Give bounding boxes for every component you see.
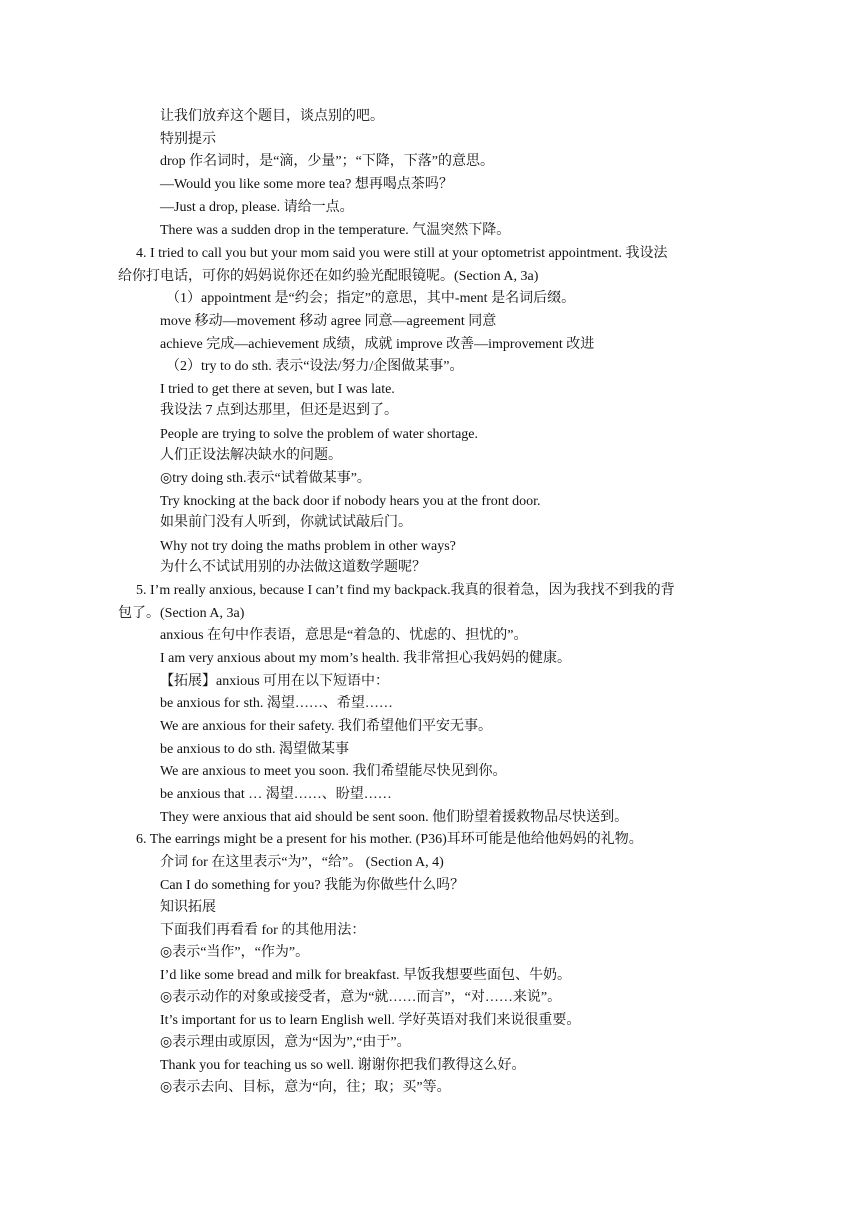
numbered-item: 5. I’m really anxious, because I can’t find my backpack.我真的很着急，因为我找不到我的背 [136, 583, 675, 598]
example-line: Try knocking at the back door if nobody hears you at the front door. [160, 494, 541, 509]
sub-item: （2）try to do sth. 表示“设法/努力/企图做某事”。 [166, 359, 464, 374]
example-line: —Just a drop, please. 请给一点。 [160, 200, 354, 215]
example-line: 为什么不试试用别的办法做这道数学题呢？ [160, 560, 426, 575]
example-line: I tried to get there at seven, but I was late. [160, 382, 395, 397]
section-heading: 【拓展】anxious 可用在以下短语中： [160, 674, 390, 689]
section-heading: 特别提示 [160, 132, 216, 147]
text-line: 下面我们再看看 for 的其他用法： [160, 923, 366, 938]
example-line: Why not try doing the maths problem in other ways? [160, 539, 456, 554]
example-line: People are trying to solve the problem of water shortage. [160, 427, 479, 442]
example-line: There was a sudden drop in the temperature. 气温突然下降。 [160, 223, 511, 238]
example-line: —Would you like some more tea? 想再喝点茶吗？ [160, 177, 453, 192]
example-line: We are anxious for their safety. 我们希望他们平安无事。 [160, 719, 492, 734]
numbered-item-continuation: 给你打电话，可你的妈妈说你还在如约验光配眼镜呢。(Section A, 3a) [118, 269, 539, 284]
text-line: move 移动—movement 移动 agree 同意—agreement 同意 [160, 314, 497, 329]
bullet-line: ◎表示“当作”，“作为”。 [160, 945, 310, 960]
bullet-line: ◎表示去向、目标，意为“向，往；取；买”等。 [160, 1080, 451, 1095]
example-line: I am very anxious about my mom’s health. 我非常担心我妈妈的健康。 [160, 651, 572, 666]
example-line: They were anxious that aid should be sent soon. 他们盼望着援救物品尽快送到。 [160, 810, 629, 825]
bullet-line: ◎try doing sth.表示“试着做某事”。 [160, 471, 371, 486]
text-line: 让我们放弃这个题目，谈点别的吧。 [160, 109, 384, 124]
numbered-item: 6. The earrings might be a present for his mother. (P36)耳环可能是他给他妈妈的礼物。 [136, 832, 643, 847]
bullet-line: ◎表示动作的对象或接受者，意为“就……而言”，“对……来说”。 [160, 990, 562, 1005]
sub-item: （1）appointment 是“约会；指定”的意思，其中-ment 是名词后缀。 [166, 291, 576, 306]
text-line: be anxious for sth. 渴望……、希望…… [160, 696, 393, 711]
text-line: drop 作名词时，是“滴，少量”；“下降，下落”的意思。 [160, 154, 495, 169]
example-line: Thank you for teaching us so well. 谢谢你把我们教得这么好。 [160, 1058, 526, 1073]
example-line: It’s important for us to learn English well. 学好英语对我们来说很重要。 [160, 1013, 581, 1028]
text-line: be anxious that … 渴望……、盼望…… [160, 787, 392, 802]
numbered-item-continuation: 包了。(Section A, 3a) [118, 606, 245, 621]
bullet-line: ◎表示理由或原因，意为“因为”,“由于”。 [160, 1035, 411, 1050]
text-line: anxious 在句中作表语，意思是“着急的、忧虑的、担忧的”。 [160, 628, 528, 643]
example-line: 如果前门没有人听到，你就试试敲后门。 [160, 515, 412, 530]
example-line: We are anxious to meet you soon. 我们希望能尽快见到你。 [160, 764, 507, 779]
text-line: achieve 完成—achievement 成绩，成就 improve 改善—improvement 改进 [160, 337, 595, 352]
section-heading: 知识拓展 [160, 900, 216, 915]
example-line: Can I do something for you? 我能为你做些什么吗？ [160, 878, 465, 893]
numbered-item: 4. I tried to call you but your mom said you were still at your optometrist appointment. 我设法 [136, 246, 668, 261]
example-line: 人们正设法解决缺水的问题。 [160, 448, 342, 463]
text-line: 介词 for 在这里表示“为”，“给”。 (Section A, 4) [160, 855, 444, 870]
example-line: I’d like some bread and milk for breakfast. 早饭我想要些面包、牛奶。 [160, 968, 571, 983]
example-line: 我设法 7 点到达那里，但还是迟到了。 [160, 403, 398, 418]
text-line: be anxious to do sth. 渴望做某事 [160, 742, 349, 757]
